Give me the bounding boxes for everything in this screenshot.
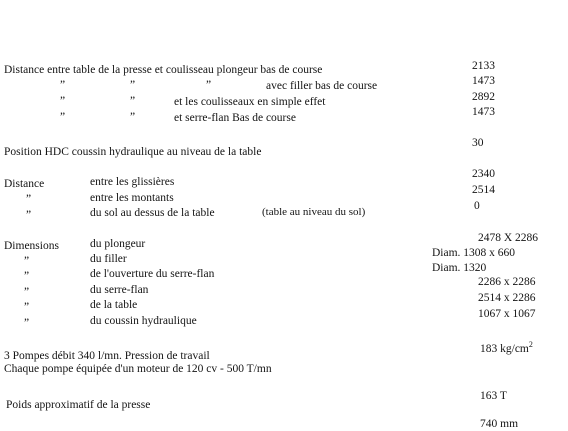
ditto-mark: ” bbox=[24, 270, 30, 282]
distance-value: 0 bbox=[474, 200, 480, 212]
position-hdc-value: 30 bbox=[472, 137, 484, 149]
position-hdc-label: Position HDC coussin hydraulique au niveau de la table bbox=[4, 146, 262, 158]
ditto-mark: ” bbox=[24, 286, 30, 298]
dimensions-row-coussin: du coussin hydraulique bbox=[90, 315, 197, 327]
poids-label: Poids approximatif de la presse bbox=[6, 399, 151, 411]
dimensions-label: Dimensions bbox=[4, 240, 59, 252]
ditto-mark: ” bbox=[130, 95, 136, 107]
dimensions-row-serre-flan: du serre-flan bbox=[90, 284, 149, 296]
ditto-mark: ” bbox=[26, 209, 32, 221]
distance-presse-line1: Distance entre table de la presse et coulisseau plongeur bas de course bbox=[4, 64, 323, 76]
distance-row-glissieres: entre les glissières bbox=[90, 176, 175, 188]
distance-presse-value: 1473 bbox=[472, 106, 495, 118]
distance-value: 2340 bbox=[472, 168, 495, 180]
distance-presse-line4: et serre-flan Bas de course bbox=[174, 112, 296, 124]
dimensions-row-table: de la table bbox=[90, 299, 138, 311]
dimensions-value: 2514 x 2286 bbox=[478, 292, 536, 304]
distance-row-montants: entre les montants bbox=[90, 192, 174, 204]
dimensions-value: Diam. 1308 x 660 bbox=[432, 247, 516, 259]
poids-value: 163 T bbox=[480, 390, 507, 402]
ditto-mark: ” bbox=[60, 79, 66, 91]
ditto-mark: ” bbox=[24, 255, 30, 267]
ditto-mark: ” bbox=[206, 79, 212, 91]
pompes-pression-exponent: 2 bbox=[528, 340, 533, 350]
ditto-mark: ” bbox=[24, 301, 30, 313]
ditto-mark: ” bbox=[60, 111, 66, 123]
dimensions-value: Diam. 1320 bbox=[432, 262, 487, 274]
pompes-pression-value bbox=[480, 340, 533, 356]
ditto-mark: ” bbox=[24, 317, 30, 329]
pompes-pression-number: 183 kg/cm bbox=[480, 343, 529, 355]
pompes-line1: 3 Pompes débit 340 l/mn. Pression de travail bbox=[4, 350, 210, 362]
dimensions-value: 2286 x 2286 bbox=[478, 276, 536, 288]
dimensions-row-ouverture: de l'ouverture du serre-flan bbox=[90, 268, 215, 280]
ditto-mark: ” bbox=[60, 95, 66, 107]
distance-value: 2514 bbox=[472, 184, 495, 196]
dimensions-row-filler: du filler bbox=[90, 253, 127, 265]
dimensions-row-plongeur: du plongeur bbox=[90, 238, 146, 250]
distance-presse-line2: avec filler bas de course bbox=[266, 80, 378, 92]
distance-presse-value: 1473 bbox=[472, 75, 495, 87]
distance-presse-value: 2892 bbox=[472, 91, 495, 103]
ditto-mark: ” bbox=[130, 79, 136, 91]
ditto-mark: ” bbox=[130, 111, 136, 123]
distance-label: Distance bbox=[4, 178, 45, 190]
dimensions-value: 2478 X 2286 bbox=[478, 232, 539, 244]
distance-row-sol: du sol au dessus de la table bbox=[90, 207, 215, 219]
distance-presse-value: 2133 bbox=[472, 60, 495, 72]
ditto-mark: ” bbox=[26, 193, 32, 205]
distance-row-sol-note: (table au niveau du sol) bbox=[262, 206, 366, 218]
cut-off-value: 740 mm bbox=[480, 418, 519, 430]
pompes-line2: Chaque pompe équipée d'un moteur de 120 cv - 500 T/mn bbox=[4, 363, 272, 375]
distance-presse-line3: et les coulisseaux en simple effet bbox=[174, 96, 326, 108]
dimensions-value: 1067 x 1067 bbox=[478, 308, 536, 320]
